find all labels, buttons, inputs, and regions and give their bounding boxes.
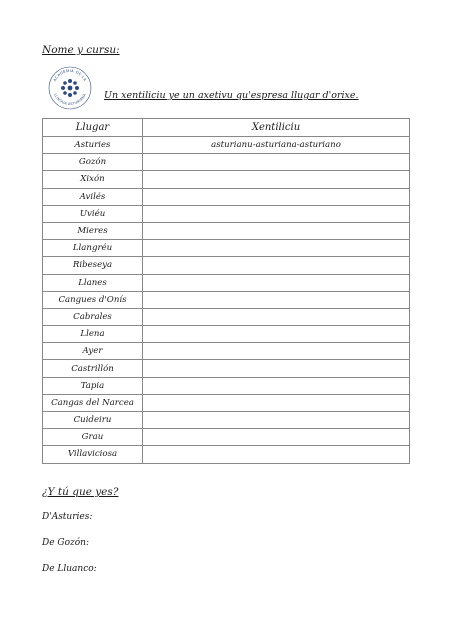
question-line: D'Asturies:: [42, 512, 93, 522]
gentilic-cell[interactable]: [143, 412, 410, 429]
gentilic-cell[interactable]: [143, 326, 410, 343]
gentilic-cell[interactable]: [143, 222, 410, 239]
gentilic-cell[interactable]: [143, 308, 410, 325]
table-row: [43, 377, 410, 394]
table-row: [43, 154, 410, 171]
place-cell: Cabrales: [43, 308, 143, 325]
gentilic-cell[interactable]: [143, 154, 410, 171]
place-cell: Llangréu: [43, 240, 143, 257]
gentilic-cell[interactable]: [143, 205, 410, 222]
gentilic-cell[interactable]: [143, 240, 410, 257]
question-title: ¿Y tú que yes?: [42, 486, 119, 498]
place-cell: Grau: [43, 429, 143, 446]
gentilic-cell[interactable]: [143, 394, 410, 411]
table-row: [43, 326, 410, 343]
gentilic-cell[interactable]: [143, 188, 410, 205]
table-row: [43, 222, 410, 239]
gentilic-cell[interactable]: [143, 274, 410, 291]
place-cell: Uviéu: [43, 205, 143, 222]
academia-logo: [48, 66, 92, 110]
place-cell: Gozón: [43, 154, 143, 171]
gentilic-cell[interactable]: [143, 171, 410, 188]
gentilic-table: [42, 118, 410, 464]
place-cell: Cuideiru: [43, 412, 143, 429]
place-cell: Cangas del Narcea: [43, 394, 143, 411]
table-row: [43, 137, 410, 154]
intro-text: Un xentiliciu ye un axetivu qu'espresa llugar d'orixe.: [104, 90, 359, 101]
table-row: [43, 412, 410, 429]
gentilic-cell[interactable]: [143, 360, 410, 377]
gentilic-cell[interactable]: asturianu-asturiana-asturiano: [143, 137, 410, 154]
question-line: De Gozón:: [42, 538, 89, 548]
logo-emblem: [61, 79, 79, 97]
column-header-gentilic: Xentiliciu: [143, 119, 410, 137]
name-and-course-label: Nome y cursu:: [42, 44, 120, 56]
logo-text-top: ACADEMIA DE LA: [52, 68, 88, 82]
table-row: [43, 171, 410, 188]
table-row: [43, 274, 410, 291]
gentilic-cell[interactable]: [143, 377, 410, 394]
place-cell: Ayer: [43, 343, 143, 360]
gentilic-cell[interactable]: [143, 429, 410, 446]
place-cell: Ribeseya: [43, 257, 143, 274]
place-cell: Villaviciosa: [43, 446, 143, 463]
table-row: [43, 308, 410, 325]
place-cell: Llanes: [43, 274, 143, 291]
place-cell: Xixón: [43, 171, 143, 188]
gentilic-cell[interactable]: [143, 446, 410, 463]
table-header-row: [43, 119, 410, 137]
table-row: [43, 188, 410, 205]
place-cell: Castrillón: [43, 360, 143, 377]
place-cell: Llena: [43, 326, 143, 343]
place-cell: Mieres: [43, 222, 143, 239]
table-row: [43, 394, 410, 411]
table-row: [43, 360, 410, 377]
place-cell: Cangues d'Onís: [43, 291, 143, 308]
place-cell: Tapia: [43, 377, 143, 394]
table-row: [43, 291, 410, 308]
gentilic-cell[interactable]: [143, 343, 410, 360]
logo-text-bottom: LLINGUA ASTURIANA: [53, 92, 87, 107]
table-row: [43, 446, 410, 463]
table-row: [43, 257, 410, 274]
table-row: [43, 343, 410, 360]
table-row: [43, 429, 410, 446]
place-cell: Avilés: [43, 188, 143, 205]
place-cell: Asturies: [43, 137, 143, 154]
gentilic-cell[interactable]: [143, 291, 410, 308]
table-row: [43, 240, 410, 257]
gentilic-cell[interactable]: [143, 257, 410, 274]
question-line: De Lluanco:: [42, 564, 97, 574]
table-row: [43, 205, 410, 222]
column-header-place: Llugar: [43, 119, 143, 137]
